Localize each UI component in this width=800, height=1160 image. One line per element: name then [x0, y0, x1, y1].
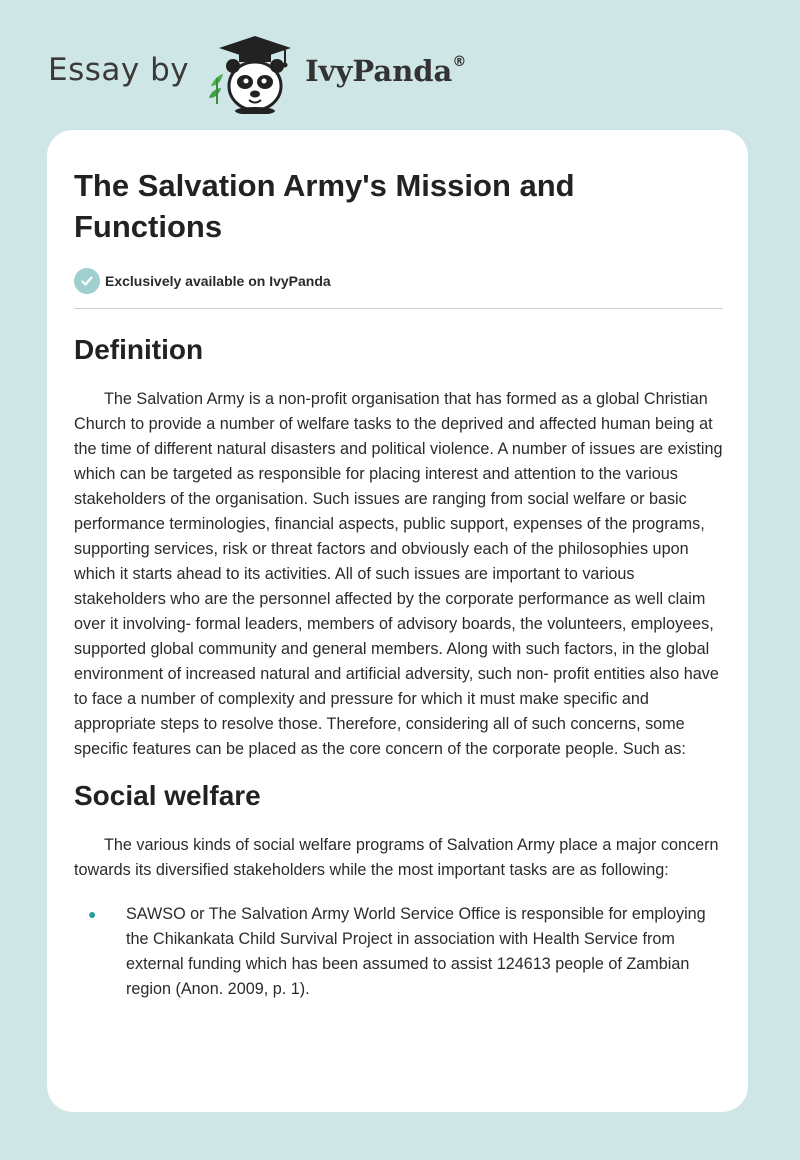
brand-prefix: Essay by — [48, 52, 190, 88]
brand-name: IvyPanda® — [305, 54, 467, 88]
list-item-text: SAWSO or The Salvation Army World Service Office is responsible for employing the Chikankata Child Survival Project in association with Health Service from external funding which has been assumed to assist 124613 people of Zambian region (Anon. 2009, p. 1). — [126, 905, 706, 998]
bullet-list — [74, 902, 722, 1002]
exclusive-badge — [74, 268, 722, 294]
social-welfare-paragraph: The various kinds of social welfare programs of Salvation Army place a major concern towards its diversified stakeholders while the most important tasks are as following: — [74, 836, 719, 879]
registered-mark: ® — [452, 54, 467, 70]
badge-text: Exclusively available on IvyPanda — [105, 273, 331, 289]
check-icon — [74, 268, 100, 294]
section-heading-definition: Definition — [74, 334, 204, 365]
definition-paragraph: The Salvation Army is a non-profit organisation that has formed as a global Christian Church to provide a number of welfare tasks to the deprived and affected human being at the time of different natural disasters and political violence. A number of issues are existing which can be targeted as responsible for placing interest and attention to the various stakeholders of the organisation. Such issues are ranging from social welfare or basic performance terminologies, financial aspects, public support, expenses of the programs, supporting services, risk or threat factors and obviously each of the philosophies upon which it starts ahead to its activities. All of such issues are important to various stakeholders who are the personnel affected by the corporate performance as well claim over it involving- formal leaders, members of advisory boards, the volunteers, employees, supported global community and general members. Along with such factors, in the global environment of increased natural and artificial adversity, such non- profit entities also have to face a number of complexity and pressure for which it must make specific and appropriate steps to resolve those. Therefore, considering all of such concerns, some specific features can be placed as the core concern of the corporate people. Such as: — [74, 390, 723, 758]
divider — [74, 308, 723, 309]
brand-header — [48, 34, 466, 114]
essay-title: The Salvation Army's Mission and Functions — [74, 168, 575, 244]
essay-card — [47, 130, 748, 1112]
list-item — [74, 902, 726, 1002]
panda-logo-icon[interactable] — [203, 34, 303, 114]
bullet-icon: ● — [88, 906, 97, 922]
section-heading-social-welfare: Social welfare — [74, 780, 261, 811]
